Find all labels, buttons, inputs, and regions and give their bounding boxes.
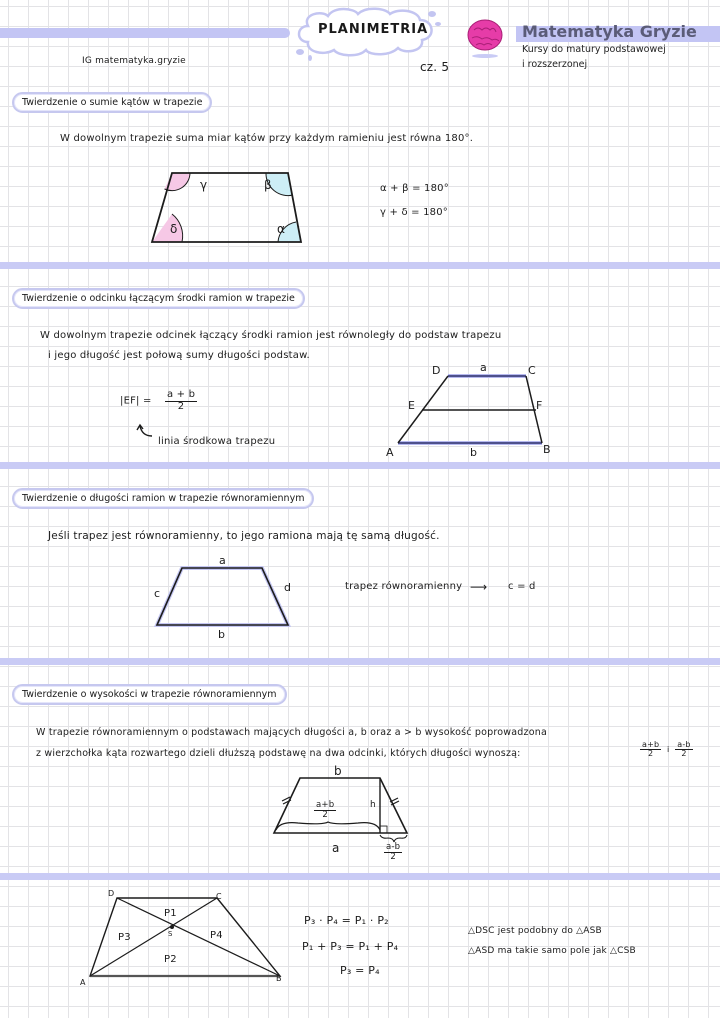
vertex-b-label: B (543, 443, 551, 456)
isosceles-trapezoid-figure (152, 565, 292, 630)
vertex-c-label: C (528, 364, 536, 377)
conclusion-arrow-icon: ⟶ (470, 580, 488, 594)
segment-large-denominator: 2 (322, 809, 328, 820)
vertex-a-label: A (386, 446, 394, 459)
frac-separator: i (667, 745, 670, 755)
formula-lhs: |EF| = (120, 395, 152, 407)
vertex-f-label: F (536, 399, 543, 412)
instagram-handle: IG matematyka.gryzie (82, 56, 186, 66)
vertex-b-label: B (276, 974, 282, 983)
angle-beta-label: β (264, 178, 272, 192)
short-base-label: b (334, 764, 342, 778)
angle-gamma-label: γ (200, 178, 208, 192)
area-p1-label: P1 (164, 908, 177, 919)
equation-gamma-delta: γ + δ = 180° (380, 207, 448, 218)
top-base-label: a (480, 361, 487, 374)
section-divider (0, 658, 720, 665)
frac1-numerator: a+b (642, 740, 660, 749)
right-side-label: d (284, 581, 292, 594)
similarity-fact: △DSC jest podobny do △ASB (468, 926, 602, 936)
vertex-e-label: E (408, 399, 416, 412)
brand-subtitle-line2: i rozszerzonej (522, 59, 588, 70)
area-p2-label: P2 (164, 954, 177, 965)
frac1-denominator: 2 (648, 749, 654, 759)
angle-alpha-label: α (277, 222, 286, 236)
section-4-text-line2: z wierzchołka kąta rozwartego dzieli dłuższą podstawę na dwa odcinki, których długości wynoszą: (36, 748, 521, 759)
section-1-title: Twierdzenie o sumie kątów w trapezie (12, 92, 212, 113)
angle-delta-label: δ (170, 222, 178, 236)
long-base-label: a (332, 841, 340, 855)
segment-large-numerator: a+b (316, 800, 335, 810)
header-accent-band-left (0, 28, 290, 38)
midline-formula (120, 390, 197, 412)
frac2-numerator: a-b (677, 740, 691, 749)
segment-small-denominator: 2 (390, 851, 396, 862)
area-equation-1: P₃ · P₄ = P₁ · P₂ (304, 914, 389, 927)
brand-name: Matematyka Gryzie (522, 22, 697, 41)
frac2-denominator: 2 (681, 749, 687, 759)
section-2-title: Twierdzenie o odcinku łączącym środki ramion w trapezie (12, 288, 305, 309)
brain-icon (464, 18, 506, 60)
area-equation-2: P₁ + P₃ = P₁ + P₄ (302, 940, 399, 953)
segment-small-fraction (384, 843, 402, 862)
vertex-d-label: D (108, 889, 115, 898)
top-side-label: a (219, 554, 226, 567)
area-p3-label: P3 (118, 932, 131, 943)
section-2-text-line2: i jego długość jest połową sumy długości podstaw. (48, 350, 310, 361)
curved-arrow-icon (136, 424, 156, 438)
conclusion-label: trapez równoramienny (345, 581, 463, 592)
section-4-title: Twierdzenie o wysokości w trapezie równoramiennym (12, 684, 287, 705)
area-equation-3: P₃ = P₄ (340, 964, 380, 977)
section-divider (0, 873, 720, 880)
section-4-text-line1: W trapezie równoramiennym o podstawach mających długości a, b oraz a > b wysokość poprowadzona (36, 727, 547, 738)
bottom-base-label: b (470, 446, 478, 459)
section-3-text: Jeśli trapez jest równoramienny, to jego ramiona mają tę samą długość. (48, 530, 440, 542)
area-p4-label: P4 (210, 930, 223, 941)
section-divider (0, 262, 720, 269)
equation-alpha-beta: α + β = 180° (380, 183, 449, 194)
vertex-a-label: A (80, 978, 86, 987)
segment-small-numerator: a-b (386, 842, 401, 852)
left-side-label: c (154, 587, 161, 600)
height-trapezoid-figure (268, 775, 418, 845)
vertex-d-label: D (432, 364, 441, 377)
vertex-c-label: C (216, 892, 222, 901)
diagonals-trapezoid-figure (80, 890, 290, 985)
formula-denominator: 2 (177, 400, 185, 412)
segment-large-fraction (314, 801, 336, 820)
equal-area-fact: △ASD ma takie samo pole jak △CSB (468, 946, 636, 956)
height-label: h (370, 800, 376, 810)
midline-note: linia środkowa trapezu (158, 436, 276, 447)
section-3-title: Twierdzenie o długości ramion w trapezie równoramiennym (12, 488, 314, 509)
brand-subtitle-line1: Kursy do matury podstawowej (522, 44, 666, 55)
conclusion-result: c = d (508, 581, 536, 592)
part-number: cz. 5 (420, 60, 450, 74)
section-2-text-line1: W dowolnym trapezie odcinek łączący środki ramion jest równoległy do podstaw trapezu (40, 330, 502, 341)
section-1-text: W dowolnym trapezie suma miar kątów przy każdym ramieniu jest równa 180°. (60, 133, 474, 144)
segment-fractions (640, 741, 693, 759)
section-divider (0, 462, 720, 469)
topic-title: PLANIMETRIA (318, 22, 429, 37)
intersection-s-label: S (168, 930, 173, 938)
formula-numerator: a + b (166, 389, 196, 400)
bottom-side-label: b (218, 628, 226, 641)
